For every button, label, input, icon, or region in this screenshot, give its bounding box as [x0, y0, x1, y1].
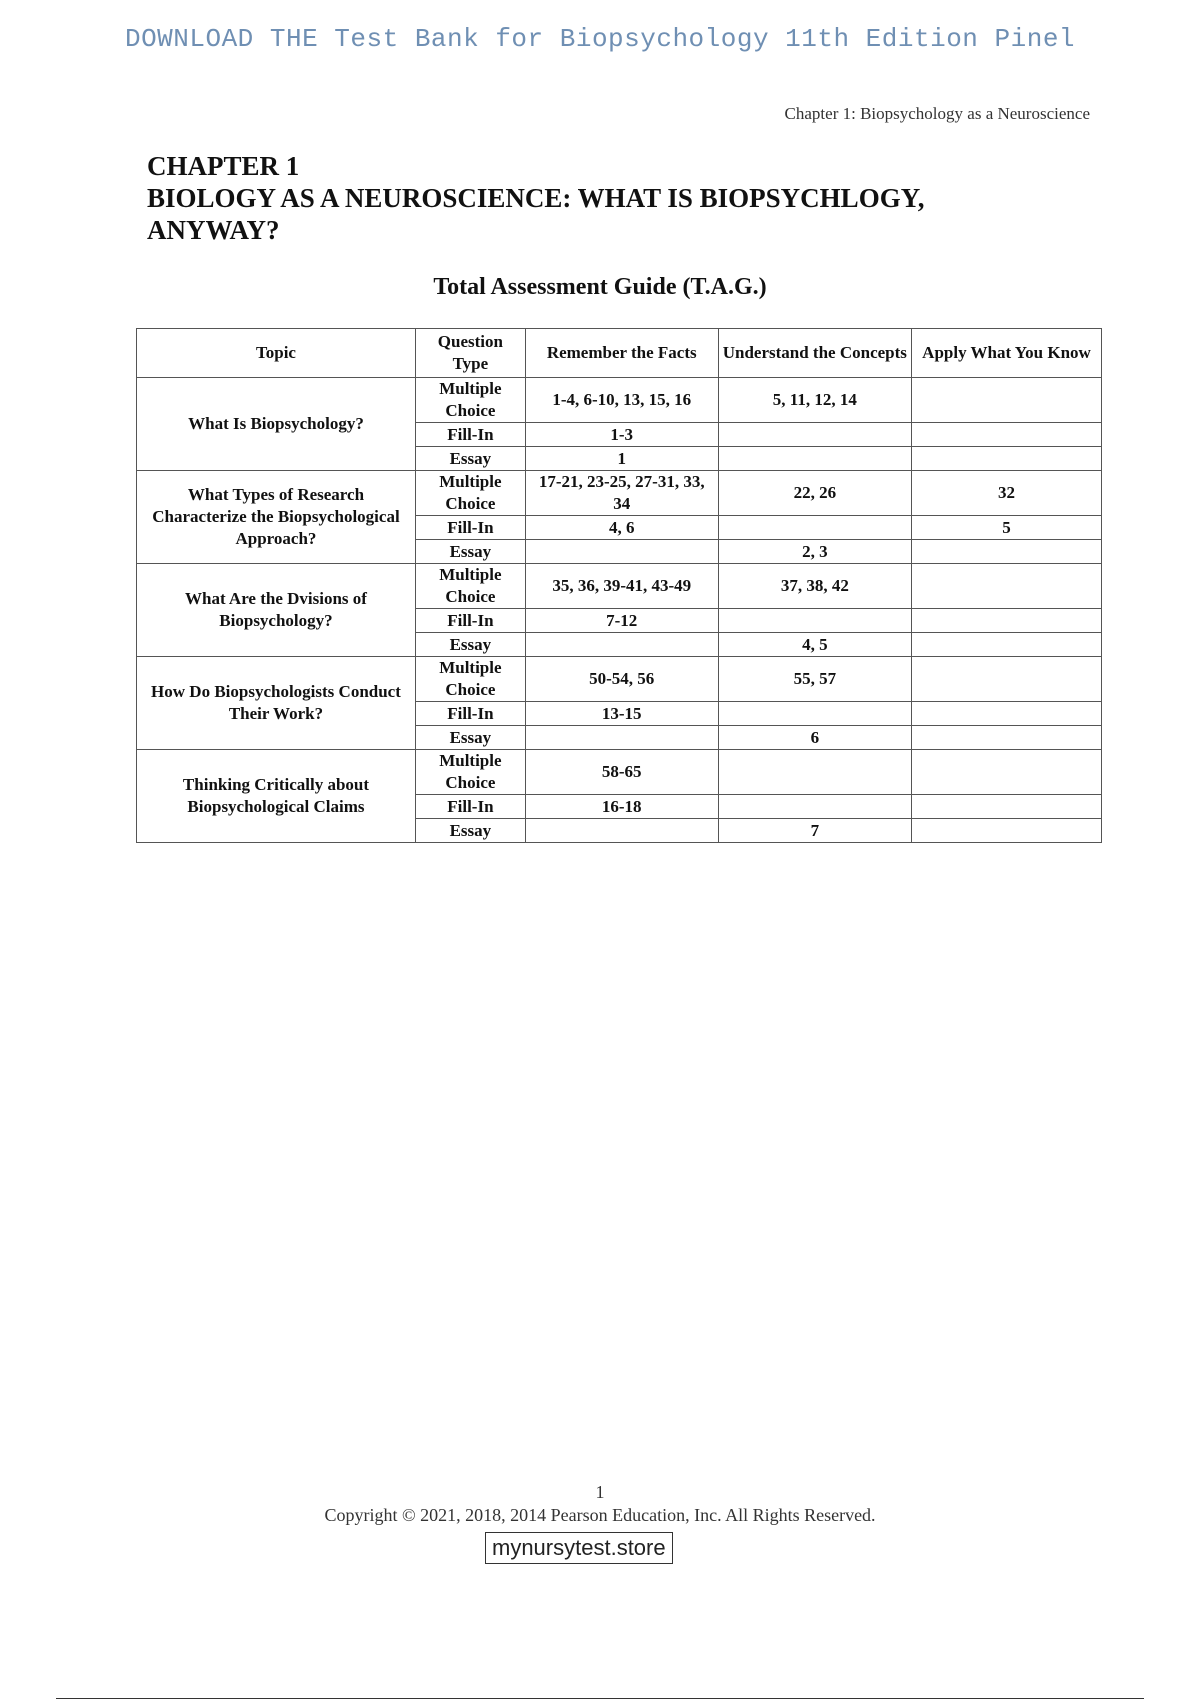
question-type-cell: Essay [415, 633, 525, 657]
topic-cell: What Is Biopsychology? [137, 378, 416, 471]
apply-cell [911, 750, 1101, 795]
tag-title: Total Assessment Guide (T.A.G.) [433, 274, 767, 300]
remember-cell: 1-4, 6-10, 13, 15, 16 [525, 378, 718, 423]
table-row [137, 378, 1102, 423]
copyright-notice: Copyright © 2021, 2018, 2014 Pearson Education, Inc. All Rights Reserved. [324, 1505, 876, 1525]
question-type-cell: Multiple Choice [415, 750, 525, 795]
chapter-number: CHAPTER 1 [147, 151, 300, 181]
remember-cell: 1 [525, 447, 718, 471]
assessment-guide-table [136, 328, 1102, 843]
question-type-cell: Fill-In [415, 423, 525, 447]
apply-cell [911, 378, 1101, 423]
understand-cell [718, 609, 911, 633]
understand-cell: 5, 11, 12, 14 [718, 378, 911, 423]
remember-cell: 50-54, 56 [525, 657, 718, 702]
remember-cell: 16-18 [525, 795, 718, 819]
understand-cell: 2, 3 [718, 540, 911, 564]
topic-cell: Thinking Critically about Biopsychological Claims [137, 750, 416, 843]
question-type-cell: Multiple Choice [415, 378, 525, 423]
understand-cell: 22, 26 [718, 471, 911, 516]
table-row [137, 471, 1102, 516]
apply-cell [911, 702, 1101, 726]
table-row [137, 564, 1102, 609]
running-head: Chapter 1: Biopsychology as a Neuroscience [784, 104, 1090, 123]
topic-cell: How Do Biopsychologists Conduct Their Work? [137, 657, 416, 750]
remember-cell: 1-3 [525, 423, 718, 447]
page-number: 1 [595, 1482, 605, 1502]
apply-cell: 32 [911, 471, 1101, 516]
question-type-cell: Fill-In [415, 795, 525, 819]
apply-cell [911, 633, 1101, 657]
question-type-cell: Essay [415, 447, 525, 471]
understand-cell [718, 795, 911, 819]
topic-cell: What Types of Research Characterize the Biopsychological Approach? [137, 471, 416, 564]
understand-cell: 55, 57 [718, 657, 911, 702]
remember-cell [525, 540, 718, 564]
header-question-type: Question Type [415, 329, 525, 378]
apply-cell [911, 564, 1101, 609]
question-type-cell: Essay [415, 540, 525, 564]
download-banner: DOWNLOAD THE Test Bank for Biopsychology 11th Edition Pinel [124, 24, 1076, 54]
header-remember: Remember the Facts [525, 329, 718, 378]
apply-cell [911, 819, 1101, 843]
bottom-divider [56, 1698, 1144, 1699]
understand-cell [718, 447, 911, 471]
header-topic: Topic [137, 329, 416, 378]
understand-cell [718, 423, 911, 447]
topic-cell: What Are the Dvisions of Biopsychology? [137, 564, 416, 657]
chapter-title-line1: BIOLOGY AS A NEUROSCIENCE: WHAT IS BIOPSYCHLOGY, [147, 183, 925, 213]
table-row [137, 750, 1102, 795]
remember-cell: 13-15 [525, 702, 718, 726]
understand-cell: 37, 38, 42 [718, 564, 911, 609]
remember-cell [525, 633, 718, 657]
remember-cell: 7-12 [525, 609, 718, 633]
table-header-row [137, 329, 1102, 378]
header-apply: Apply What You Know [911, 329, 1101, 378]
remember-cell: 17-21, 23-25, 27-31, 33, 34 [525, 471, 718, 516]
remember-cell: 35, 36, 39-41, 43-49 [525, 564, 718, 609]
apply-cell [911, 609, 1101, 633]
question-type-cell: Multiple Choice [415, 564, 525, 609]
chapter-title-line2: ANYWAY? [147, 215, 280, 245]
apply-cell [911, 657, 1101, 702]
remember-cell [525, 819, 718, 843]
apply-cell [911, 726, 1101, 750]
remember-cell: 58-65 [525, 750, 718, 795]
understand-cell: 4, 5 [718, 633, 911, 657]
header-understand: Understand the Concepts [718, 329, 911, 378]
understand-cell [718, 702, 911, 726]
understand-cell [718, 750, 911, 795]
chapter-title [147, 150, 1047, 246]
question-type-cell: Essay [415, 819, 525, 843]
question-type-cell: Multiple Choice [415, 471, 525, 516]
question-type-cell: Multiple Choice [415, 657, 525, 702]
question-type-cell: Fill-In [415, 609, 525, 633]
question-type-cell: Fill-In [415, 516, 525, 540]
watermark-link-box[interactable]: mynursytest.store [485, 1532, 673, 1564]
apply-cell [911, 795, 1101, 819]
page-footer [0, 1482, 1200, 1526]
understand-cell [718, 516, 911, 540]
table-row [137, 657, 1102, 702]
apply-cell [911, 447, 1101, 471]
apply-cell [911, 540, 1101, 564]
apply-cell [911, 423, 1101, 447]
apply-cell: 5 [911, 516, 1101, 540]
understand-cell: 6 [718, 726, 911, 750]
remember-cell [525, 726, 718, 750]
question-type-cell: Fill-In [415, 702, 525, 726]
question-type-cell: Essay [415, 726, 525, 750]
understand-cell: 7 [718, 819, 911, 843]
remember-cell: 4, 6 [525, 516, 718, 540]
